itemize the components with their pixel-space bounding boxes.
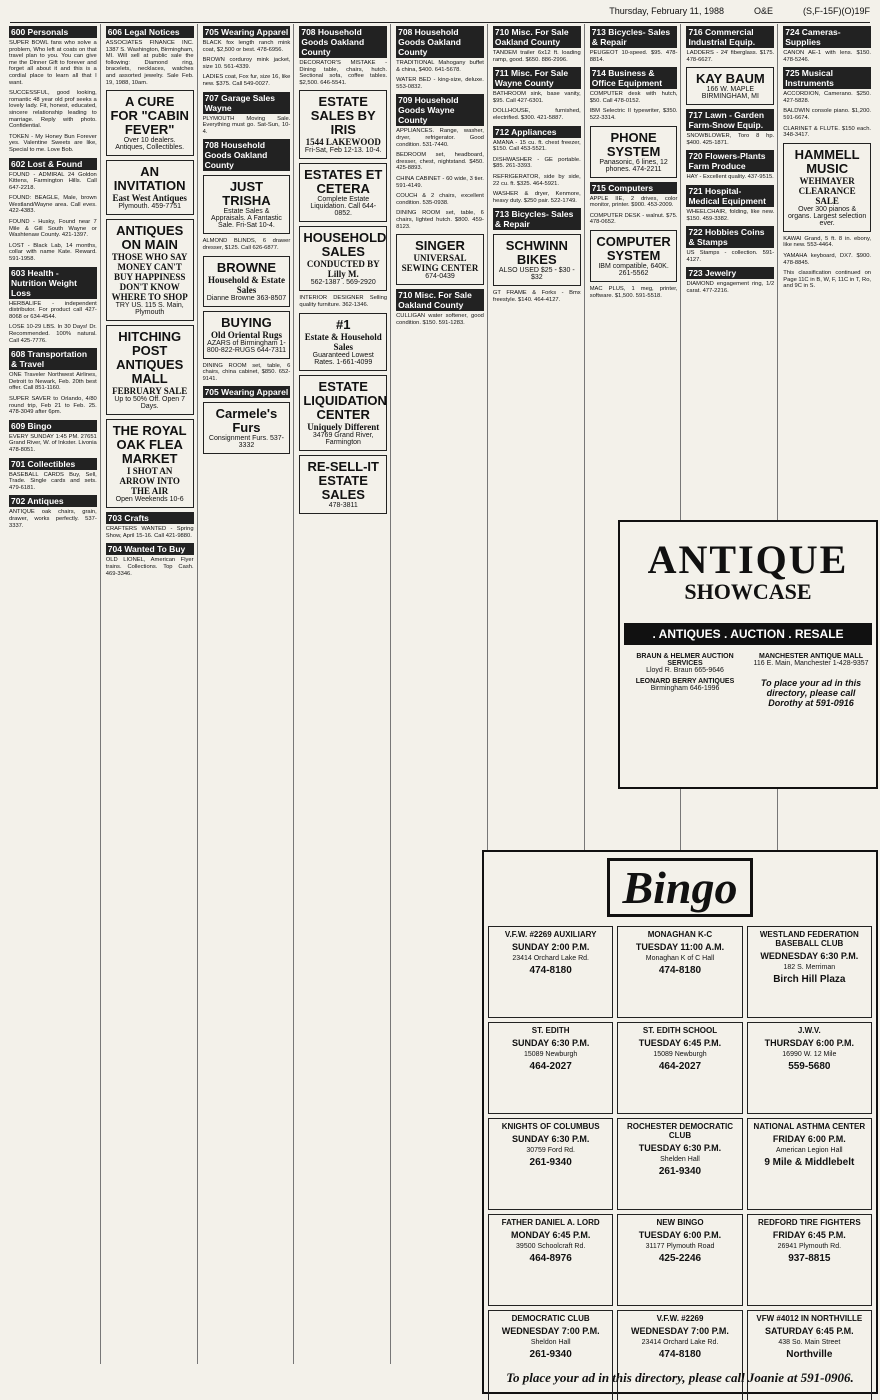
bingo-phone: 474-8180 <box>529 965 572 976</box>
section-heading: 703 Crafts <box>106 512 194 524</box>
display-ad <box>203 175 291 234</box>
bingo-name: KNIGHTS OF COLUMBUS <box>501 1122 600 1131</box>
display-ad-sm: Consignment Furs. 537-3332 <box>208 435 284 450</box>
bingo-name: WESTLAND FEDERATION BASEBALL CLUB <box>759 930 859 948</box>
masthead-page-code: (S,F-15F)(O)19F <box>802 6 870 16</box>
bingo-phone: 474-8180 <box>658 1349 702 1360</box>
classified-ad: PEUGEOT 10-speed. $95. 478-8814. <box>589 50 678 63</box>
column <box>393 24 488 1364</box>
classified-ad: BEDROOM set, headboard, dresser, chest, nightstand. $450. 425-8893. <box>396 152 484 172</box>
section-heading: 701 Collectibles <box>9 458 97 470</box>
bingo-time: SUNDAY 6:30 P.M. <box>511 1134 590 1144</box>
bingo-phone: 937-8815 <box>788 1253 831 1264</box>
display-ad-big: HAMMELL MUSIC <box>794 146 860 176</box>
classified-ad: APPLE IIE, 2 drives, color monitor, printer. $900. 453-2009. <box>589 195 678 209</box>
bingo-listing <box>747 926 872 1018</box>
classified-ad: DIAMOND engagement ring, 1/2 carat. 477-2216. <box>686 281 775 294</box>
column <box>103 24 198 1364</box>
bingo-phone: 9 Mile & Middlebelt <box>764 1157 855 1168</box>
classified-ad: COMPUTER DESK - walnut. $75. 478-0652. <box>589 212 678 226</box>
bingo-phone: 559-5680 <box>788 1061 831 1072</box>
display-ad <box>106 325 194 415</box>
bingo-time: SUNDAY 2:00 P.M. <box>511 942 590 952</box>
display-ad <box>396 234 484 285</box>
bingo-time: THURSDAY 6:00 P.M. <box>764 1038 855 1048</box>
bingo-phone: Birch Hill Plaza <box>773 974 846 985</box>
display-ad-sm: Fri-Sat, Feb 12-13. 10-4. <box>304 147 382 155</box>
bingo-listing <box>488 1118 613 1210</box>
bingo-addr: American Legion Hall <box>776 1147 843 1154</box>
bingo-addr: 438 So. Main Street <box>778 1339 841 1346</box>
bingo-name: DEMOCRATIC CLUB <box>511 1314 590 1323</box>
bingo-name: VFW #4012 IN NORTHVILLE <box>756 1314 863 1323</box>
classified-ad: FOUND: BEAGLE, Male, brown Westland/Wayne area. Call eves. 422-4383. <box>9 195 97 215</box>
antique-title: ANTIQUE <box>647 537 849 582</box>
section-heading: 714 Business & Office Equipment <box>590 67 678 89</box>
section-heading: 715 Computers <box>590 182 678 194</box>
display-ad-mid: East West Antiques <box>112 193 187 204</box>
classified-ad: ANTIQUE oak chairs, grain, drawer, works perfectly. 537-3337. <box>9 509 97 529</box>
antique-bottom-left <box>624 678 746 708</box>
bingo-header <box>484 852 876 922</box>
section-heading: 721 Hospital-Medical Equipment <box>686 185 774 207</box>
classified-ad: TANDEM trailer 6x12 ft. loading ramp, good. $650. 886-2996. <box>492 50 581 63</box>
bingo-addr: Sheldon Hall <box>530 1339 571 1346</box>
section-heading: 606 Legal Notices <box>106 26 194 38</box>
bingo-addr: 16990 W. 12 Mile <box>782 1051 837 1058</box>
section-heading: 724 Cameras-Supplies <box>783 26 871 48</box>
display-ad <box>299 226 387 291</box>
classified-ad: COMPUTER desk with hutch, $50. Call 478-0152. <box>589 91 678 104</box>
bingo-name: NEW BINGO <box>656 1218 704 1227</box>
display-ad-sm: Up to 50% Off. Open 7 Days. <box>114 396 186 411</box>
antique-showcase-ad <box>618 520 878 789</box>
bingo-phone: 261-9340 <box>529 1157 572 1168</box>
classified-ad: KAWAI Grand, 5 ft. 8 in. ebony, like new. 553-4464. <box>783 235 872 249</box>
bingo-name: FATHER DANIEL A. LORD <box>501 1218 600 1227</box>
display-ad-sm: Plymouth. 459-7751 <box>118 203 181 211</box>
display-ad <box>203 402 291 454</box>
classified-ad: SNOWBLOWER, Toro 8 hp. $400. 425-1871. <box>686 133 775 146</box>
antique-right-detail: 116 E. Main, Manchester 1-428-9357 <box>753 660 869 667</box>
bingo-addr: 23414 Orchard Lake Rd. <box>512 955 589 962</box>
classified-ad: TRADITIONAL Mahogany buffet & china, $400. 641-5678. <box>396 60 484 73</box>
display-ad <box>106 160 194 215</box>
display-ad-big: AN INVITATION <box>113 164 186 194</box>
section-heading: 723 Jewelry <box>686 267 774 279</box>
classified-ad: BROWN corduroy mink jacket, size 10. 561-4339. <box>202 57 291 70</box>
section-heading: 716 Commercial Industrial Equip. <box>686 26 774 48</box>
display-ad-sm: Over 300 pianos & organs. Largest selection ever. <box>788 205 867 227</box>
classified-ad: CHINA CABINET - 60 wide, 3 tier. 591-4149. <box>396 175 484 189</box>
classified-ad: DOLLHOUSE, furnished, electrified. $300. 421-5887. <box>492 108 581 121</box>
display-ad-big: ESTATES ET CETERA <box>304 167 383 197</box>
display-ad-big: COMPUTER SYSTEM <box>596 233 671 263</box>
bingo-time: TUESDAY 6:00 P.M. <box>638 1230 722 1240</box>
bingo-time: MONDAY 6:45 P.M. <box>510 1230 591 1240</box>
display-ad <box>106 419 194 508</box>
section-heading: 710 Misc. For Sale Oakland County <box>493 26 581 48</box>
section-heading: 705 Wearing Apparel <box>203 386 291 398</box>
bingo-listing <box>747 1310 872 1400</box>
display-ad-big: THE ROYAL OAK FLEA MARKET <box>112 423 187 467</box>
bingo-addr: 39500 Schoolcraft Rd. <box>516 1243 586 1250</box>
masthead-date: Thursday, February 11, 1988 <box>609 6 724 16</box>
display-ad <box>106 219 194 321</box>
bingo-listing <box>617 1214 742 1306</box>
display-ad <box>299 455 387 514</box>
display-ad <box>203 311 291 359</box>
bingo-name: V.F.W. #2269 <box>656 1314 704 1323</box>
display-ad-mid: UNIVERSAL SEWING CENTER <box>401 253 479 274</box>
display-ad-mid: Household & Estate Sales <box>207 274 285 295</box>
column <box>6 24 101 1364</box>
bingo-listing <box>747 1214 872 1306</box>
bingo-addr: 26941 Plymouth Rd. <box>777 1243 842 1250</box>
bingo-addr: 23414 Orchard Lake Rd. <box>641 1339 719 1346</box>
antique-bottom-left-detail: Birmingham 646-1996 <box>650 685 720 692</box>
classified-ad: SUPER SAVER to Orlando, 4/80 round trip, Feb 21 to Feb. 25. 478-3049 after 6pm. <box>9 395 97 416</box>
classified-ad: FOUND - Husky, Found near 7 Mile & Gill South Wayne or Washtenaw County. 421-1397. <box>9 219 97 239</box>
display-ad <box>299 375 387 451</box>
column <box>296 24 391 1364</box>
classified-ad: AMANA - 15 cu. ft. chest freezer, $150. Call 453-5521. <box>492 139 581 153</box>
display-ad-mid: Uniquely Different <box>307 421 380 432</box>
display-ad-mid: Old Oriental Rugs <box>210 329 282 340</box>
bingo-time: TUESDAY 11:00 A.M. <box>635 942 725 952</box>
classified-ad: BASEBALL CARDS Buy, Sell, Trade. Single cards and sets. 479-6181. <box>9 471 97 491</box>
classified-ad: HERBALIFE - independent distributor. For product call 427-8068 or 634-4544. <box>9 300 97 320</box>
bingo-listing <box>488 1022 613 1114</box>
display-ad-sm: ALSO USED $25 - $30 - $32 <box>498 267 575 282</box>
section-heading: 713 Bicycles- Sales & Repair <box>493 208 581 230</box>
section-heading: 711 Misc. For Sale Wayne County <box>493 67 581 89</box>
display-ad <box>783 143 871 232</box>
bingo-directory <box>482 850 878 1394</box>
classified-ad: EVERY SUNDAY 1:45 PM. 27651 Grand River, W. of Inkster. Livonia 478-8051. <box>9 433 97 453</box>
bingo-listing <box>617 1022 742 1114</box>
display-ad-sm: AZARS of Birmingham 1-800-822-RUGS 644-7311 <box>206 339 287 354</box>
bingo-addr: 15089 Newburgh <box>653 1051 707 1058</box>
classified-ad: DINING ROOM set, table, 6 chairs, china cabinet, $850. 652-9141. <box>202 362 291 382</box>
section-heading: 600 Personals <box>9 26 97 38</box>
classified-ad: BALDWIN console piano. $1,200. 591-6674. <box>783 108 872 121</box>
classified-ad: CULLIGAN water softener, good condition. $150. 591-1283. <box>396 313 484 326</box>
bingo-time: SUNDAY 6:30 P.M. <box>511 1038 590 1048</box>
classified-ad: LOSE 10-29 LBS. In 30 Days! Dr. Recommended. 100% natural. Call 425-7776. <box>9 324 97 344</box>
antique-bottom-left-name: LEONARD BERRY ANTIQUES <box>635 678 735 685</box>
display-ad-big: PHONE SYSTEM <box>606 129 661 159</box>
bingo-time: WEDNESDAY 7:00 P.M. <box>501 1326 600 1336</box>
bingo-phone: 425-2246 <box>658 1253 702 1264</box>
bingo-name: NATIONAL ASTHMA CENTER <box>753 1122 866 1131</box>
section-heading: 708 Household Goods Oakland County <box>396 26 484 58</box>
section-heading: 708 Household Goods Oakland County <box>203 139 291 171</box>
bingo-phone: 261-9340 <box>529 1349 572 1360</box>
classified-ad: PLYMOUTH Moving Sale. Everything must go. Sat-Sun, 10-4. <box>202 115 291 135</box>
display-ad-big: HOUSEHOLD SALES <box>303 230 387 260</box>
section-heading: 707 Garage Sales Wayne <box>203 92 291 114</box>
bingo-time: FRIDAY 6:45 P.M. <box>772 1230 846 1240</box>
bingo-listing <box>488 1310 613 1400</box>
bingo-grid <box>484 922 876 1400</box>
display-ad-big: KAY BAUM <box>696 71 765 87</box>
classified-ad: LADDERS - 24' fiberglass. $175. 478-6627. <box>686 50 775 63</box>
display-ad-big: RE-SELL-IT ESTATE SALES <box>307 458 379 502</box>
bingo-listing <box>747 1118 872 1210</box>
antique-right-name: MANCHESTER ANTIQUE MALL <box>759 653 863 660</box>
display-ad-big: ESTATE SALES BY IRIS <box>310 94 376 138</box>
section-heading: 722 Hobbies Coins & Stamps <box>686 226 774 248</box>
bingo-name: ST. EDITH SCHOOL <box>642 1026 718 1035</box>
bingo-addr: Shelden Hall <box>660 1156 700 1163</box>
bingo-name: REDFORD TIRE FIGHTERS <box>757 1218 861 1227</box>
display-ad-sm: Complete Estate Liquidation. Call 644-0852. <box>310 196 377 218</box>
display-ad-sm: Open Weekends 10-6 <box>115 496 184 504</box>
display-ad-sm: Panasonic, 6 lines, 12 phones. 474-2211 <box>599 158 668 173</box>
classified-ad: TOKEN - My Honey Bun Forever yes. Valentine Sweets are like, Special to me. Love Bob. <box>9 133 97 153</box>
classified-ad: SUCCESSFUL, good looking, romantic 48 year old prof seeks a lovely lady. Fit, honest, educated, sincere relationship leading to marriage. Reply with photo. Confidential. <box>9 90 97 130</box>
antique-listings <box>620 649 876 712</box>
display-ad-big: HITCHING POST ANTIQUES MALL <box>116 329 184 387</box>
bingo-name: J.W.V. <box>797 1026 821 1035</box>
display-ad-mid: FEBRUARY SALE <box>112 386 188 397</box>
column <box>200 24 295 1364</box>
classified-ad: BLACK fox length ranch mink coat, $2,500 or best. 478-6956. <box>202 40 291 53</box>
display-ad-sm: 166 W. MAPLE BIRMINGHAM, MI <box>701 86 759 101</box>
display-ad <box>590 126 678 178</box>
classified-ad: CLARINET & FLUTE. $150 each. 348-3417. <box>783 125 872 139</box>
classified-ad: ASSOCIATES FINANCE INC. 1387 S. Washington, Birmingham, MI. Will sell at public sale the following: Diamond ring, bracelets, necklaces, watches and assorted jewelry. Sale Feb. 19, 1988, 10am. <box>105 40 194 86</box>
display-ad-sm: TRY US. 115 S. Main, Plymouth <box>115 302 184 317</box>
classified-ad: APPLIANCES. Range, washer, dryer, refrigerator. Good condition. 531-7440. <box>396 128 484 148</box>
classified-ad: DINING ROOM set, table, 6 chairs, lighted hutch. $800. 459-8123. <box>396 210 484 230</box>
classified-ad: US Stamps - collection. 591-4127. <box>686 250 775 263</box>
classified-ad: SUPER BOWL fans who solve a problem, Who left at coats on that travel plan to you. You can give me the Dinner Gift to forever and forget all about it and this is a cordial place to learn all that I want. <box>9 40 97 86</box>
bingo-listing <box>747 1022 872 1114</box>
bingo-phone: 464-8976 <box>529 1253 572 1264</box>
classified-ad: LADIES coat, Fox fur, size 16, like new. $375. Call 549-0027. <box>202 74 291 87</box>
bingo-time: FRIDAY 6:00 P.M. <box>772 1134 846 1144</box>
bingo-phone: 464-2027 <box>529 1061 572 1072</box>
section-heading: 602 Lost & Found <box>9 158 97 170</box>
antique-right-listing <box>750 653 872 674</box>
bingo-addr: Monaghan K of C Hall <box>645 955 715 962</box>
classified-ad: CRAFTERS WANTED - Spring Show, April 15-16. Call 421-9880. <box>105 526 194 539</box>
section-heading: 704 Wanted To Buy <box>106 543 194 555</box>
bingo-time: TUESDAY 6:30 P.M. <box>638 1143 722 1153</box>
section-heading: 609 Bingo <box>9 420 97 432</box>
bingo-name: ROCHESTER DEMOCRATIC CLUB <box>626 1122 734 1140</box>
display-ad-sm: Dianne Browne 363-8507 <box>206 294 287 302</box>
masthead <box>10 6 870 23</box>
display-ad-big: JUST TRISHA <box>222 179 271 209</box>
classified-ad: MAC PLUS, 1 meg, printer, software. $1,500. 591-5518. <box>589 285 678 299</box>
display-ad-big: SCHWINN BIKES <box>505 238 568 268</box>
display-ad <box>299 90 387 159</box>
classified-ad: BATHROOM sink, base vanity, $95. Call 427-6301. <box>492 91 581 104</box>
section-heading: 709 Household Goods Wayne County <box>396 94 484 126</box>
section-heading: 713 Bicycles- Sales & Repair <box>590 26 678 48</box>
display-ad-big: SINGER <box>415 238 465 254</box>
display-ad <box>299 163 387 222</box>
display-ad-mid: WEHMAYER CLEARANCE SALE <box>798 175 856 206</box>
bingo-name: V.F.W. #2269 AUXILIARY <box>504 930 597 939</box>
display-ad-mid: Estate & Household Sales <box>304 331 382 352</box>
section-heading: 702 Antiques <box>9 495 97 507</box>
classified-ad: ONE Traveler Northwest Airlines, Detroit to Newark, Feb. 20th best offer. Call 851-1160. <box>9 372 97 392</box>
bingo-addr: 30759 Ford Rd. <box>526 1147 575 1154</box>
section-heading: 712 Appliances <box>493 126 581 138</box>
classified-ad: DECORATOR'S MISTAKE - Dining table, chairs, hutch. Sectional sofa, coffee tables. $2,500. 646-5541. <box>299 60 388 86</box>
display-ad-mid: THOSE WHO SAY MONEY CAN'T BUY HAPPINESS DON'T KNOW WHERE TO SHOP <box>111 252 188 303</box>
classified-ad: DISHWASHER - GE portable. $85. 261-3393. <box>492 156 581 170</box>
display-ad-big: ANTIQUES ON MAIN <box>116 223 184 253</box>
bingo-name: MONAGHAN K-C <box>647 930 713 939</box>
antique-left-detail: Lloyd R. Braun 665-9646 <box>646 667 724 674</box>
classified-ad: HAY - Excellent quality. 437-9515. <box>686 174 774 181</box>
display-ad-sm: Over 10 dealers. Antiques, Collectibles. <box>115 137 185 152</box>
bingo-time: WEDNESDAY 6:30 P.M. <box>760 951 859 961</box>
display-ad-sm: 478-3811 <box>328 501 358 509</box>
antique-tagline: . ANTIQUES . AUCTION . RESALE <box>624 623 872 645</box>
classified-ad: WATER BED - king-size, deluxe. 553-0832. <box>396 77 484 90</box>
bingo-listing <box>488 926 613 1018</box>
classified-ad: FOUND - ADMIRAL 24 Goldon Kittens, Farmington Hills. Call 647-2218. <box>9 171 97 191</box>
classified-ad: INTERIOR DESIGNER Selling quality furniture. 362-1346. <box>299 295 388 308</box>
section-heading: 720 Flowers-Plants Farm Produce <box>686 150 774 172</box>
classified-ad: ALMOND BLINDS, 6 drawer dresser, $125. Call 626-6877. <box>202 238 291 251</box>
display-ad-sm: IBM compatible, 640K. 261-5562 <box>598 262 669 277</box>
bingo-time: TUESDAY 6:45 P.M. <box>638 1038 722 1048</box>
display-ad <box>493 234 581 286</box>
section-heading: 708 Household Goods Oakland County <box>299 26 387 58</box>
classified-ad: LOST - Black Lab, 14 months, collar with name Kate. Reward. 591-1958. <box>9 242 97 263</box>
bingo-phone: 474-8180 <box>658 965 702 976</box>
classified-ad: This classification continued on Page 11C in B, W, F, 11C in T, Ro, and 9C in S. <box>783 270 872 290</box>
classified-ad: REFRIGERATOR, side by side, 22 cu. ft. $325. 464-5921. <box>492 173 581 187</box>
display-ad <box>106 90 194 156</box>
bingo-listing <box>617 1310 742 1400</box>
display-ad-big: A CURE FOR "CABIN FEVER" <box>110 94 189 138</box>
bingo-addr: 15089 Newburgh <box>524 1051 578 1058</box>
display-ad-mid: 1544 LAKEWOOD <box>305 137 381 148</box>
bingo-footer: To place your ad in this directory, please call Joanie at 591-0906. <box>506 1370 854 1385</box>
bingo-listing <box>617 1118 742 1210</box>
display-ad-mid: CONDUCTED BY Lilly M. <box>306 259 380 280</box>
display-ad-big: ESTATE LIQUIDATION CENTER <box>303 378 387 422</box>
display-ad <box>203 256 291 307</box>
display-ad-big: BUYING <box>221 314 272 330</box>
display-ad <box>299 313 387 371</box>
bingo-time: WEDNESDAY 7:00 P.M. <box>631 1326 729 1336</box>
classified-ad: WHEELCHAIR, folding, like new. $150. 459-3382. <box>686 208 775 222</box>
display-ad-mid: I SHOT AN ARROW INTO THE AIR <box>119 466 180 497</box>
classified-ad: CANON AE-1 with lens. $150. 478-5246. <box>783 50 872 63</box>
display-ad <box>686 67 774 105</box>
section-heading: 608 Transportation & Travel <box>9 348 97 370</box>
classified-ad: WASHER & dryer, Kenmore, heavy duty. $250 pair. 522-1749. <box>492 191 581 204</box>
display-ad-big: BROWNE <box>216 259 277 275</box>
classified-ad: OLD LIONEL, American Flyer trains. Collections. Top Cash. 469-3346. <box>105 557 194 577</box>
antique-subtitle: SHOWCASE <box>684 579 812 604</box>
bingo-time: SATURDAY 6:45 P.M. <box>764 1326 854 1336</box>
bingo-name: ST. EDITH <box>531 1026 570 1035</box>
section-heading: 603 Health - Nutrition Weight Loss <box>9 267 97 299</box>
classified-ad: IBM Selectric II typewriter, $350. 522-3314. <box>589 108 678 121</box>
masthead-section: O&E <box>753 6 773 16</box>
classified-ad: YAMAHA keyboard, DX7. $900. 478-8845. <box>783 252 872 266</box>
bingo-phone: 464-2027 <box>658 1061 702 1072</box>
section-heading: 725 Musical Instruments <box>783 67 871 89</box>
display-ad-sm: 674-0439 <box>425 273 455 281</box>
display-ad-sm: 562-1387 . 569-2920 <box>310 279 376 287</box>
section-heading: 717 Lawn - Garden Farm-Snow Equip. <box>686 109 774 131</box>
display-ad <box>590 230 678 282</box>
bingo-phone: 261-9340 <box>658 1166 702 1177</box>
display-ad-sm: 34769 Grand River, Farmington <box>312 431 374 446</box>
bingo-phone: Northville <box>786 1349 833 1360</box>
section-heading: 705 Wearing Apparel <box>203 26 291 38</box>
bingo-listing <box>617 926 742 1018</box>
display-ad-big: #1 <box>336 316 351 332</box>
classified-ad: COUCH & 2 chairs, excellent condition. 535-0938. <box>396 193 484 206</box>
antique-left-listing <box>624 653 746 674</box>
bingo-listing <box>488 1214 613 1306</box>
bingo-title: Bingo <box>607 858 752 917</box>
display-ad-sm: Guaranteed Lowest Rates. 1-661-4099 <box>312 351 374 366</box>
bingo-addr: 182 S. Merriman <box>783 964 836 971</box>
classified-ad: ACCORDION, Camerano. $250. 427-5828. <box>783 91 872 104</box>
bingo-addr: 31177 Plymouth Road <box>645 1243 715 1250</box>
display-ad-sm: Estate Sales & Appraisals. A Fantastic Sale. Fri-Sat 10-4. <box>211 208 282 230</box>
display-ad-big: Carmele's Furs <box>215 406 278 436</box>
classified-ad: GT FRAME & Forks - Bmx freestyle. $140. 464-4127. <box>492 290 581 303</box>
antique-left-name: BRAUN & HELMER AUCTION SERVICES <box>636 653 734 667</box>
antique-place-ad: To place your ad in this directory, please call Dorothy at 591-0916 <box>760 678 862 708</box>
section-heading: 710 Misc. For Sale Oakland County <box>396 289 484 311</box>
